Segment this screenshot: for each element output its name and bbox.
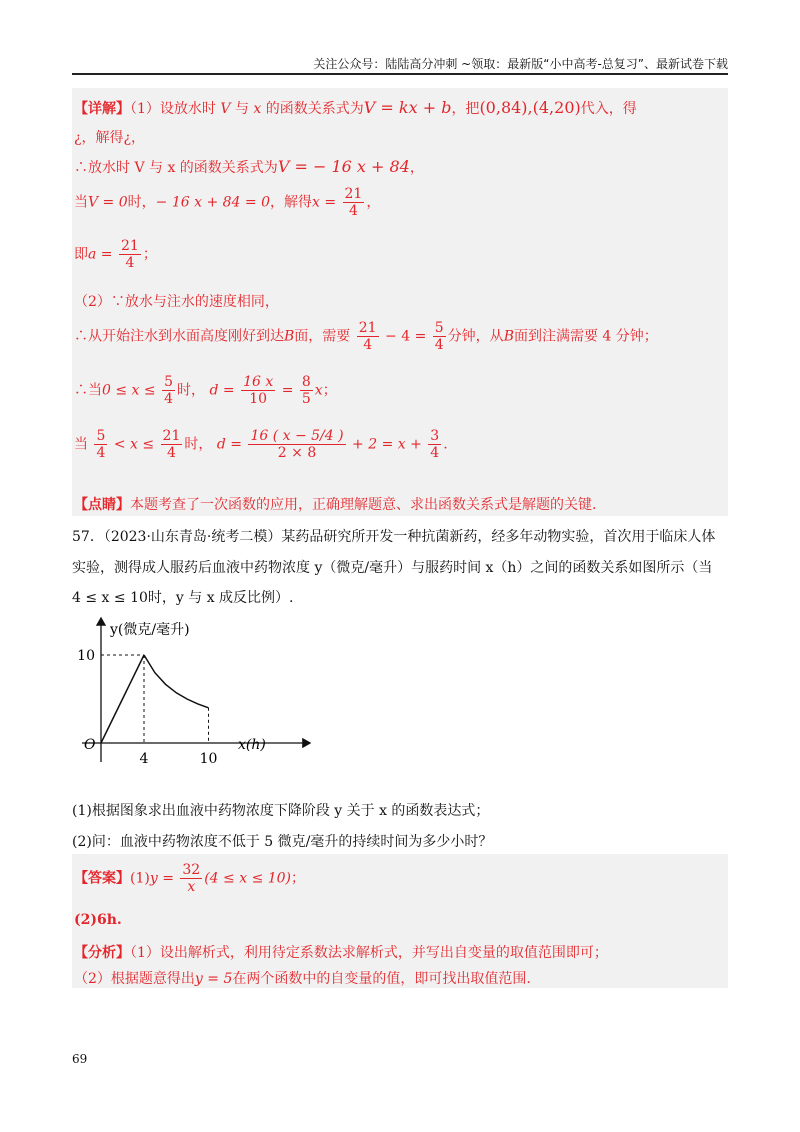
text: 当 — [74, 194, 88, 211]
problem-line-2: 实验，测得成人服药后血液中药物浓度 y（微克/毫升）与服药时间 x（h）之间的函数关系如图所示（当 — [72, 560, 713, 576]
solution-line-1 — [74, 98, 637, 118]
concentration-chart — [72, 612, 312, 772]
x-tick-label: 4 — [139, 751, 149, 767]
equation: d = — [209, 382, 235, 399]
var-x: x — [253, 101, 262, 117]
numerator: 3 — [430, 428, 440, 444]
equation: d = — [216, 436, 242, 453]
equation: a = — [88, 246, 113, 263]
numerator: 5 — [164, 374, 173, 390]
equation: < x ≤ — [113, 436, 155, 453]
series-line-rising — [101, 655, 144, 743]
denominator: 4 — [125, 255, 135, 272]
equation: V = kx + b — [363, 98, 452, 117]
numerator: 8 — [301, 374, 311, 390]
denominator: x — [187, 879, 196, 896]
text: 时， — [184, 436, 213, 453]
text: ∴放水时 V 与 x 的函数关系式为 — [74, 160, 278, 176]
analysis-line-2 — [74, 968, 531, 988]
numerator: 21 — [358, 320, 377, 336]
fraction — [162, 374, 175, 407]
denominator: 10 — [249, 391, 268, 408]
var-x: x — [314, 382, 323, 399]
answer-line-2: (2)6h. — [74, 912, 122, 928]
solution-line-2: ¿，解得¿， — [74, 130, 146, 146]
text: ， — [366, 194, 381, 211]
numerator: 5 — [96, 428, 106, 444]
text: 代入，得 — [580, 101, 637, 117]
y-tick-label: 10 — [77, 648, 95, 664]
y-axis-label: y(微克/毫升) — [110, 622, 190, 638]
text: 的函数关系式为 — [265, 101, 364, 117]
text: ， — [409, 160, 424, 176]
chart-marks — [77, 648, 217, 767]
equation: V = − 16 x + 84 — [277, 157, 410, 176]
page-number: 69 — [72, 1052, 88, 1066]
denominator: 4 — [434, 337, 444, 354]
problem-line-1: 57．（2023·山东青岛·统考二模）某药品研究所开发一种抗菌新药，经多年动物实验，首次用于临床人体 — [72, 529, 716, 545]
fraction — [428, 428, 441, 461]
text: 本题考查了一次函数的应用，正确理解题意、求出函数关系式是解题的关键. — [130, 497, 597, 513]
fraction — [300, 374, 313, 407]
text: （1）设放水时 — [130, 101, 216, 117]
text: 面到注满需要 4 分钟； — [513, 328, 658, 345]
origin-label: O — [84, 737, 96, 753]
solution-line-6: （2）∵放水与注水的速度相同， — [74, 294, 279, 310]
answer-tag: 【答案】 — [74, 870, 130, 887]
header-divider — [72, 73, 728, 75]
text: ，把 — [451, 101, 480, 117]
fraction — [241, 374, 275, 407]
key-point-tag: 【点睛】 — [74, 497, 130, 513]
text: ，解得 — [269, 194, 312, 211]
denominator: 4 — [430, 445, 440, 462]
big-fraction — [248, 428, 345, 461]
text: ； — [322, 382, 337, 399]
text: （1）设出解析式，利用待定系数法求解析式，并写出自变量的取值范围即可； — [130, 945, 608, 961]
problem-line-3: 4 ≤ x ≤ 10时，y 与 x 成反比例）. — [72, 590, 294, 606]
var-b: B — [284, 328, 295, 345]
text: (1) — [130, 870, 150, 887]
denominator: 2 × 8 — [277, 445, 317, 462]
text: 与 — [234, 101, 249, 117]
equation: − 16 x + 84 = 0 — [155, 194, 270, 211]
denominator: 4 — [96, 445, 106, 462]
denominator: 4 — [167, 445, 176, 462]
fraction — [433, 320, 446, 353]
equation: y = 5 — [194, 971, 233, 987]
fraction — [119, 238, 141, 271]
text: 当 — [74, 436, 88, 453]
x-axis-label: x(h) — [238, 737, 266, 753]
series-line-falling — [144, 655, 209, 708]
fraction — [357, 320, 379, 353]
numerator: 21 — [120, 238, 139, 254]
text: 在两个函数中的自变量的值，即可找出取值范围. — [232, 971, 531, 987]
domain: (4 ≤ x ≤ 10) — [204, 870, 292, 887]
question-2: (2)问：血液中药物浓度不低于 5 微克/毫升的持续时间为多少小时？ — [72, 834, 493, 850]
numerator: 21 — [162, 428, 181, 444]
x-tick-label: 10 — [199, 751, 218, 767]
equation: V = 0 — [88, 194, 128, 211]
points: (0,84),(4,20) — [479, 98, 581, 117]
text: ∴当 — [74, 382, 102, 399]
denominator: 4 — [363, 337, 373, 354]
solution-line-9 — [74, 428, 448, 461]
fraction — [180, 862, 202, 895]
text: 时， — [177, 382, 205, 399]
analysis-tag: 【分析】 — [74, 945, 130, 961]
var-v: V — [220, 101, 231, 117]
numerator: 21 — [344, 186, 363, 202]
text: （2）根据题意得出 — [74, 971, 195, 987]
solution-line-5 — [74, 238, 157, 271]
solution-line-8 — [74, 374, 337, 407]
var-b: B — [503, 328, 514, 345]
equation: = — [281, 382, 294, 399]
text: . — [443, 436, 448, 453]
numerator: 16 x — [243, 374, 274, 390]
solution-line-4 — [74, 186, 380, 219]
analysis-line-1 — [74, 942, 608, 962]
detail-tag: 【详解】 — [74, 101, 130, 117]
fraction — [161, 428, 183, 461]
fraction — [343, 186, 365, 219]
numerator: 16 ( x − 5/4 ) — [250, 428, 344, 444]
text: 即 — [74, 246, 88, 263]
solution-line-3 — [74, 157, 424, 177]
text: 分钟，从 — [447, 328, 504, 345]
question-1: (1)根据图象求出血液中药物浓度下降阶段 y 关于 x 的函数表达式； — [72, 803, 490, 819]
solution-line-7 — [74, 320, 658, 353]
answer-line-1 — [74, 862, 305, 895]
fraction — [94, 428, 107, 461]
equation: + 2 = x + — [352, 436, 422, 453]
denominator: 5 — [301, 391, 311, 408]
equation: 0 ≤ x ≤ — [102, 382, 156, 399]
equation: − 4 = — [385, 328, 427, 345]
equation: y = — [149, 870, 174, 887]
text: ∴从开始注水到水面高度刚好到达 — [74, 328, 284, 345]
page-header: 关注公众号：陆陆高分冲刺 ~领取：最新版“小中高考-总复习”、最新试卷下载 — [313, 57, 728, 71]
solution-line-10 — [74, 494, 596, 514]
denominator: 4 — [164, 391, 173, 408]
numerator: 5 — [434, 320, 444, 336]
denominator: 4 — [348, 203, 358, 220]
text: 时， — [127, 194, 156, 211]
text: ； — [291, 870, 306, 887]
text: 面，需要 — [294, 328, 351, 345]
equation: x = — [311, 194, 337, 211]
text: ； — [142, 246, 157, 263]
numerator: 32 — [182, 862, 201, 878]
